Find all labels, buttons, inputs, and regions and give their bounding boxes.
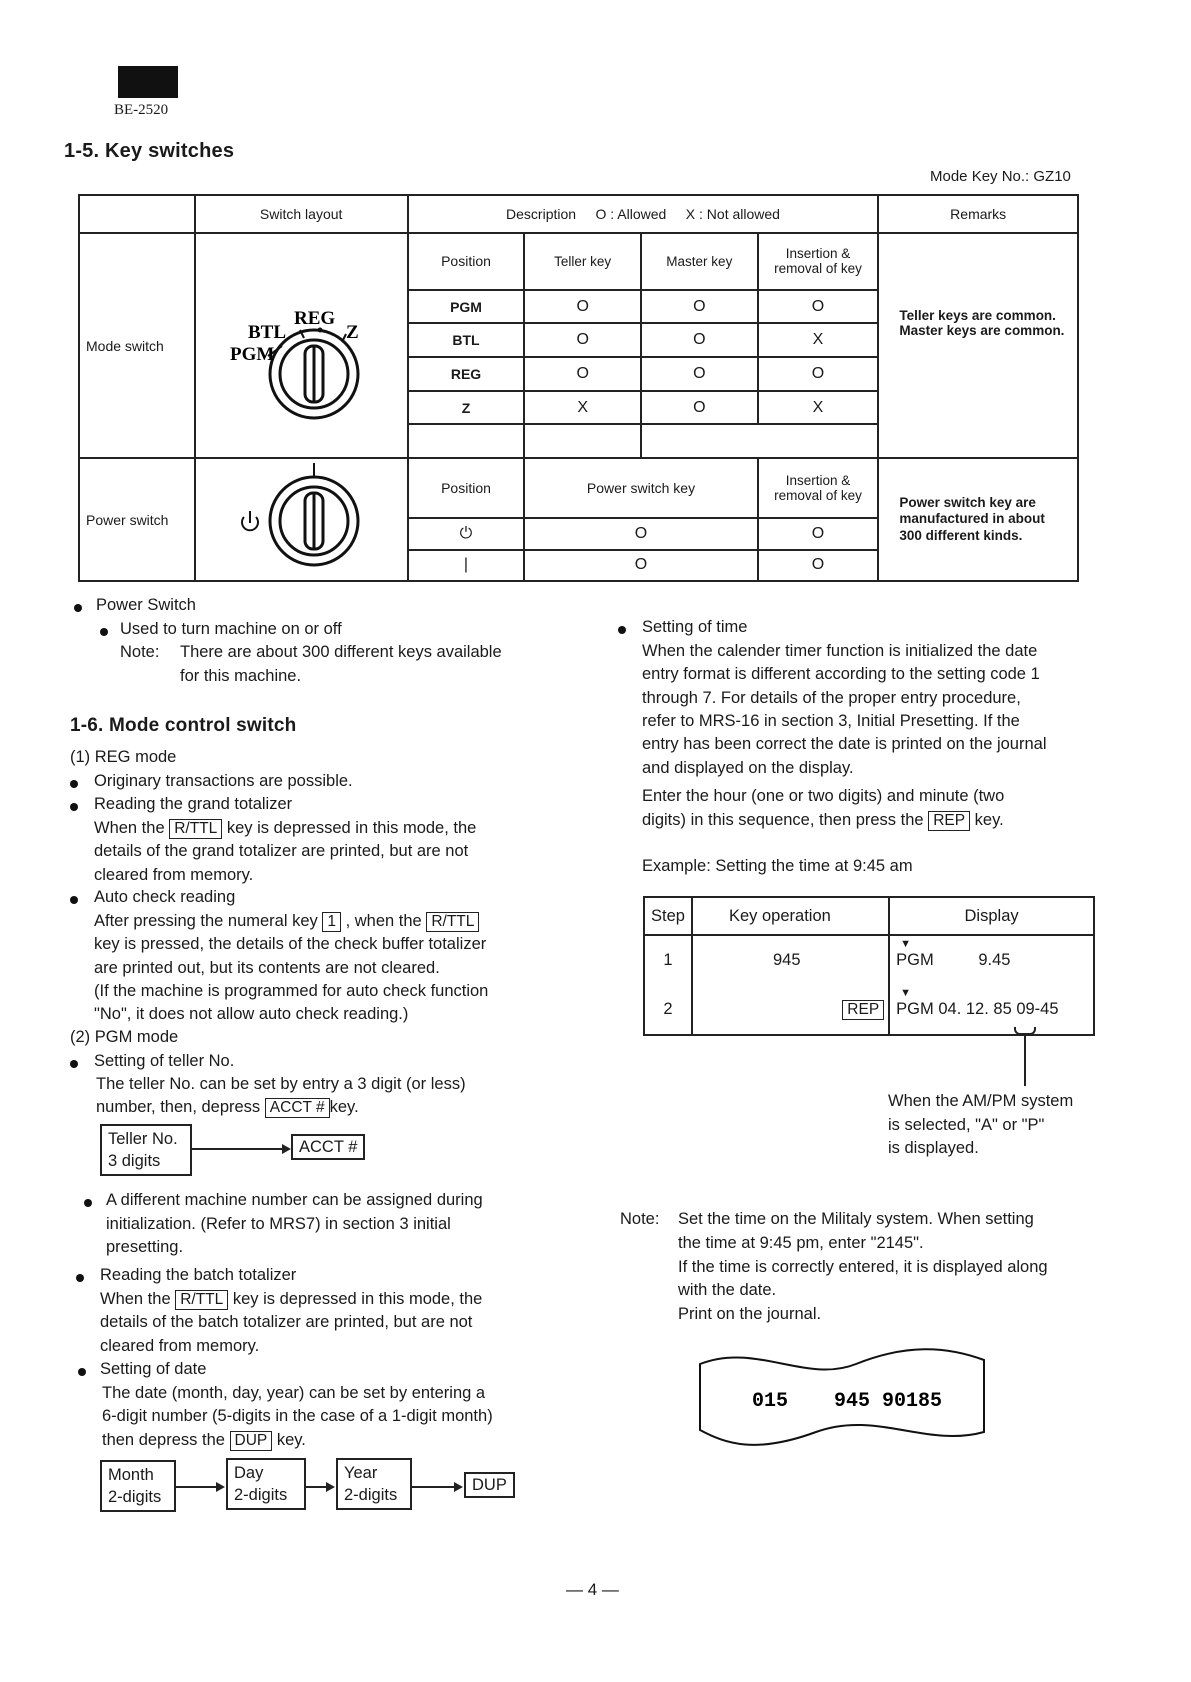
setting-time-heading: Setting of time	[642, 618, 748, 636]
time-line-4: refer to MRS-16 in section 3, Initial Presetting. If the	[642, 712, 1020, 730]
bullet	[78, 1368, 86, 1376]
cell-insertion-z: X	[758, 391, 879, 425]
ex-header-display: Display	[889, 897, 1094, 935]
flow-arrowhead	[216, 1482, 225, 1492]
acct-key: ACCT #	[265, 1098, 330, 1118]
cell-master-btl: O	[641, 323, 758, 357]
setting-teller-heading: Setting of teller No.	[94, 1052, 235, 1070]
legend-allowed: O : Allowed	[595, 206, 667, 222]
header-switch-layout: Switch layout	[195, 195, 408, 233]
flow-acct-box: ACCT #	[291, 1134, 365, 1160]
flow-arrowhead	[454, 1482, 463, 1492]
model-number: BE-2520	[114, 102, 169, 118]
ex-step-1: 1	[644, 935, 692, 985]
power-position-off: ⏻	[408, 518, 525, 549]
cell-insertion-btl: X	[758, 323, 879, 357]
time-note-line-3: If the time is correctly entered, it is displayed along	[678, 1258, 1048, 1276]
batch-line-1	[100, 1288, 482, 1312]
power-key-on: O	[524, 550, 757, 581]
grand-line-2: details of the grand totalizer are printed, but are not	[94, 842, 469, 860]
header-remarks: Remarks	[878, 195, 1078, 233]
power-switch-heading: Power Switch	[96, 596, 196, 614]
flow-year-label: Year	[344, 1464, 378, 1482]
grand-line-3: cleared from memory.	[94, 866, 254, 884]
batch-line-2: details of the batch totalizer are printed, but are not	[100, 1313, 473, 1331]
time-note-line-4: with the date.	[678, 1281, 777, 1299]
flow-month-box	[100, 1460, 176, 1512]
flow-arrow	[176, 1486, 216, 1488]
journal-text-b: 945 90185	[834, 1390, 943, 1413]
dial-label-btl: BTL	[248, 322, 287, 343]
teller-line-2	[96, 1096, 359, 1120]
different-line-3: presetting.	[106, 1238, 184, 1256]
callout-bracket	[1014, 1027, 1036, 1035]
time-note-label: Note:	[620, 1210, 660, 1228]
dial-label-pgm: PGM	[230, 344, 275, 365]
batch-line-3: cleared from memory.	[100, 1337, 260, 1355]
cell-teller-reg: O	[524, 357, 641, 391]
enter-line-2b: key.	[974, 811, 1004, 829]
different-line-1: A different machine number can be assigned during	[106, 1191, 483, 1209]
bullet	[70, 1060, 78, 1068]
position-btl: BTL	[408, 323, 525, 357]
auto-line-2: key is pressed, the details of the check buffer totalizer	[94, 935, 487, 953]
ex-header-step: Step	[644, 897, 692, 935]
triangle-marker-icon: ▼	[900, 938, 912, 950]
ampm-line-2: is selected, "A" or "P"	[888, 1116, 1045, 1134]
reading-grand-heading: Reading the grand totalizer	[94, 795, 293, 813]
ordinary-transactions: Originary transactions are possible.	[94, 772, 353, 790]
time-note-line-1: Set the time on the Militaly system. When setting	[678, 1210, 1034, 1228]
rttl-key: R/TTL	[169, 819, 222, 839]
rep-key: REP	[842, 1000, 884, 1020]
date-line-3a: then depress the	[102, 1431, 225, 1449]
setting-date-heading: Setting of date	[100, 1360, 207, 1378]
position-z: Z	[408, 391, 525, 425]
ex-display-1-mode: PGM	[896, 951, 934, 969]
auto-line-1	[94, 910, 479, 934]
grand-line-1a: When the	[94, 819, 165, 837]
flow-day-box	[226, 1458, 306, 1510]
sub-header-position: Position	[408, 233, 525, 290]
teller-line-2a: number, then, depress	[96, 1098, 261, 1116]
reg-mode-heading: (1) REG mode	[70, 748, 177, 766]
sub-header-insertion: Insertion & removal of key	[758, 233, 879, 290]
flow-arrow	[192, 1148, 282, 1150]
power-switch-label: Power switch	[79, 458, 195, 581]
journal-text-a: 015	[752, 1390, 789, 1413]
sub-header-teller: Teller key	[524, 233, 641, 290]
power-switch-diagram	[195, 458, 408, 581]
time-note-line-5: Print on the journal.	[678, 1305, 822, 1323]
note-line-1: There are about 300 different keys available	[180, 643, 502, 661]
cell-master-pgm: O	[641, 290, 758, 324]
auto-line-4: (If the machine is programmed for auto check function	[94, 982, 489, 1000]
table-row	[644, 935, 1094, 985]
note-line-2: for this machine.	[180, 667, 302, 685]
ampm-line-3: is displayed.	[888, 1139, 979, 1157]
enter-line-2	[642, 809, 1004, 833]
ex-display-1-value: 9.45	[978, 951, 1011, 969]
mode-switch-label: Mode switch	[79, 233, 195, 458]
position-pgm: PGM	[408, 290, 525, 324]
auto-line-1b: , when the	[345, 912, 422, 930]
batch-line-1b: key is depressed in this mode, the	[232, 1290, 483, 1308]
mode-switch-diagram	[195, 233, 408, 458]
page-number: — 4 —	[566, 1580, 619, 1599]
ex-display-2-mode: PGM	[896, 1000, 934, 1018]
rep-key: REP	[928, 811, 970, 831]
description-label: Description	[506, 206, 577, 222]
header-description	[408, 195, 879, 233]
date-line-3	[102, 1429, 306, 1453]
header-empty	[79, 195, 195, 233]
numeral-key-1: 1	[322, 912, 341, 932]
auto-line-3: are printed out, but its contents are not cleared.	[94, 959, 440, 977]
section-title-mode-control: 1-6. Mode control switch	[70, 715, 297, 736]
ex-key-1: 945	[692, 935, 889, 985]
power-insertion-on: O	[758, 550, 879, 581]
time-line-2: entry format is different according to the setting code 1	[642, 665, 1040, 683]
flow-year-digits: 2-digits	[344, 1486, 398, 1504]
power-key-off: O	[524, 518, 757, 549]
power-sub-header-insertion: Insertion & removal of key	[758, 458, 879, 518]
flow-dup-box: DUP	[464, 1472, 515, 1498]
bullet	[70, 803, 78, 811]
rttl-key: R/TTL	[175, 1290, 228, 1310]
flow-arrowhead	[326, 1482, 335, 1492]
grand-line-1	[94, 817, 544, 841]
ex-header-key: Key operation	[692, 897, 889, 935]
ex-display-2-value: 04. 12. 85 09-45	[938, 1000, 1059, 1018]
auto-check-heading: Auto check reading	[94, 888, 236, 906]
remarks-master-common: Master keys are common.	[899, 323, 1065, 338]
time-line-1: When the calender timer function is initialized the date	[642, 642, 1038, 660]
flow-teller-label: Teller No.	[108, 1130, 178, 1148]
flow-day-label: Day	[234, 1464, 264, 1482]
batch-line-1a: When the	[100, 1290, 171, 1308]
ex-key-2-cell	[692, 985, 889, 1035]
cell-master-reg: O	[641, 357, 758, 391]
callout-line	[1024, 1034, 1026, 1086]
legend-not-allowed: X : Not allowed	[685, 206, 780, 222]
time-line-5: entry has been correct the date is printed on the journal	[642, 735, 1047, 753]
cell-teller-btl: O	[524, 323, 641, 357]
ex-step-2: 2	[644, 985, 692, 1035]
teller-line-1: The teller No. can be set by entry a 3 digit (or less)	[96, 1075, 466, 1093]
note-label: Note:	[120, 643, 160, 661]
mode-key-number: Mode Key No.: GZ10	[930, 168, 1071, 185]
power-key-dial-icon	[196, 459, 406, 577]
power-sub-header-position: Position	[408, 458, 525, 518]
example-table	[643, 896, 1095, 1036]
date-line-2: 6-digit number (5-digits in the case of a 1-digit month)	[102, 1407, 493, 1425]
ampm-line-1: When the AM/PM system	[888, 1092, 1074, 1110]
cell-insertion-reg: O	[758, 357, 879, 391]
bullet	[100, 628, 108, 636]
power-sub-header-key: Power switch key	[524, 458, 757, 518]
different-line-2: initialization. (Refer to MRS7) in section 3 initial	[106, 1215, 451, 1233]
mode-key-dial-icon	[196, 234, 406, 454]
reading-batch-heading: Reading the batch totalizer	[100, 1266, 297, 1284]
flow-arrow	[412, 1486, 454, 1488]
cell-teller-pgm: O	[524, 290, 641, 324]
time-note-line-2: the time at 9:45 pm, enter "2145".	[678, 1234, 924, 1252]
dial-label-z: Z	[346, 322, 359, 343]
bullet	[70, 780, 78, 788]
flow-teller-box	[100, 1124, 192, 1176]
auto-line-5: "No", it does not allow auto check reading.)	[94, 1005, 409, 1023]
cell-teller-z: X	[524, 391, 641, 425]
flow-month-label: Month	[108, 1466, 154, 1484]
auto-line-1a: After pressing the numeral key	[94, 912, 318, 930]
date-line-3b: key.	[276, 1431, 306, 1449]
rttl-key: R/TTL	[426, 912, 479, 932]
flow-arrow	[306, 1486, 326, 1488]
enter-line-2a: digits) in this sequence, then press the	[642, 811, 924, 829]
ex-display-2	[889, 985, 1094, 1035]
logo-block	[118, 66, 178, 98]
power-insertion-off: O	[758, 518, 879, 549]
flow-day-digits: 2-digits	[234, 1486, 288, 1504]
flow-month-digits: 2-digits	[108, 1488, 162, 1506]
time-line-3: through 7. For details of the proper entry procedure,	[642, 689, 1021, 707]
pgm-mode-heading: (2) PGM mode	[70, 1028, 179, 1046]
teller-line-2b: key.	[329, 1098, 359, 1116]
flow-teller-digits: 3 digits	[108, 1152, 161, 1170]
sub-header-master: Master key	[641, 233, 758, 290]
remarks-teller-common: Teller keys are common.	[899, 308, 1056, 323]
flow-arrowhead	[282, 1144, 291, 1154]
bullet	[84, 1199, 92, 1207]
bullet	[618, 626, 626, 634]
bullet	[70, 896, 78, 904]
time-line-6: and displayed on the display.	[642, 759, 854, 777]
cell-insertion-pgm: O	[758, 290, 879, 324]
ex-display-1	[889, 935, 1094, 985]
mode-switch-remarks	[878, 233, 1078, 458]
dup-key: DUP	[230, 1431, 273, 1451]
triangle-marker-icon: ▼	[900, 987, 912, 999]
cell-master-z: O	[641, 391, 758, 425]
power-switch-remarks: Power switch key are manufactured in about 300 different kinds.	[878, 458, 1078, 581]
date-line-1: The date (month, day, year) can be set by entering a	[102, 1384, 486, 1402]
power-position-on: |	[408, 550, 525, 581]
example-heading: Example: Setting the time at 9:45 am	[642, 857, 913, 875]
grand-line-1b: key is depressed in this mode, the	[226, 819, 477, 837]
position-reg: REG	[408, 357, 525, 391]
journal-print-strip	[696, 1348, 988, 1448]
flow-year-box	[336, 1458, 412, 1510]
dial-label-reg: REG	[294, 308, 336, 329]
key-switch-table	[78, 194, 1079, 582]
section-title-key-switches: 1-5. Key switches	[64, 140, 235, 162]
bullet	[74, 604, 82, 612]
enter-line-1: Enter the hour (one or two digits) and minute (two	[642, 787, 1005, 805]
bullet	[76, 1274, 84, 1282]
power-switch-item: Used to turn machine on or off	[120, 620, 342, 638]
